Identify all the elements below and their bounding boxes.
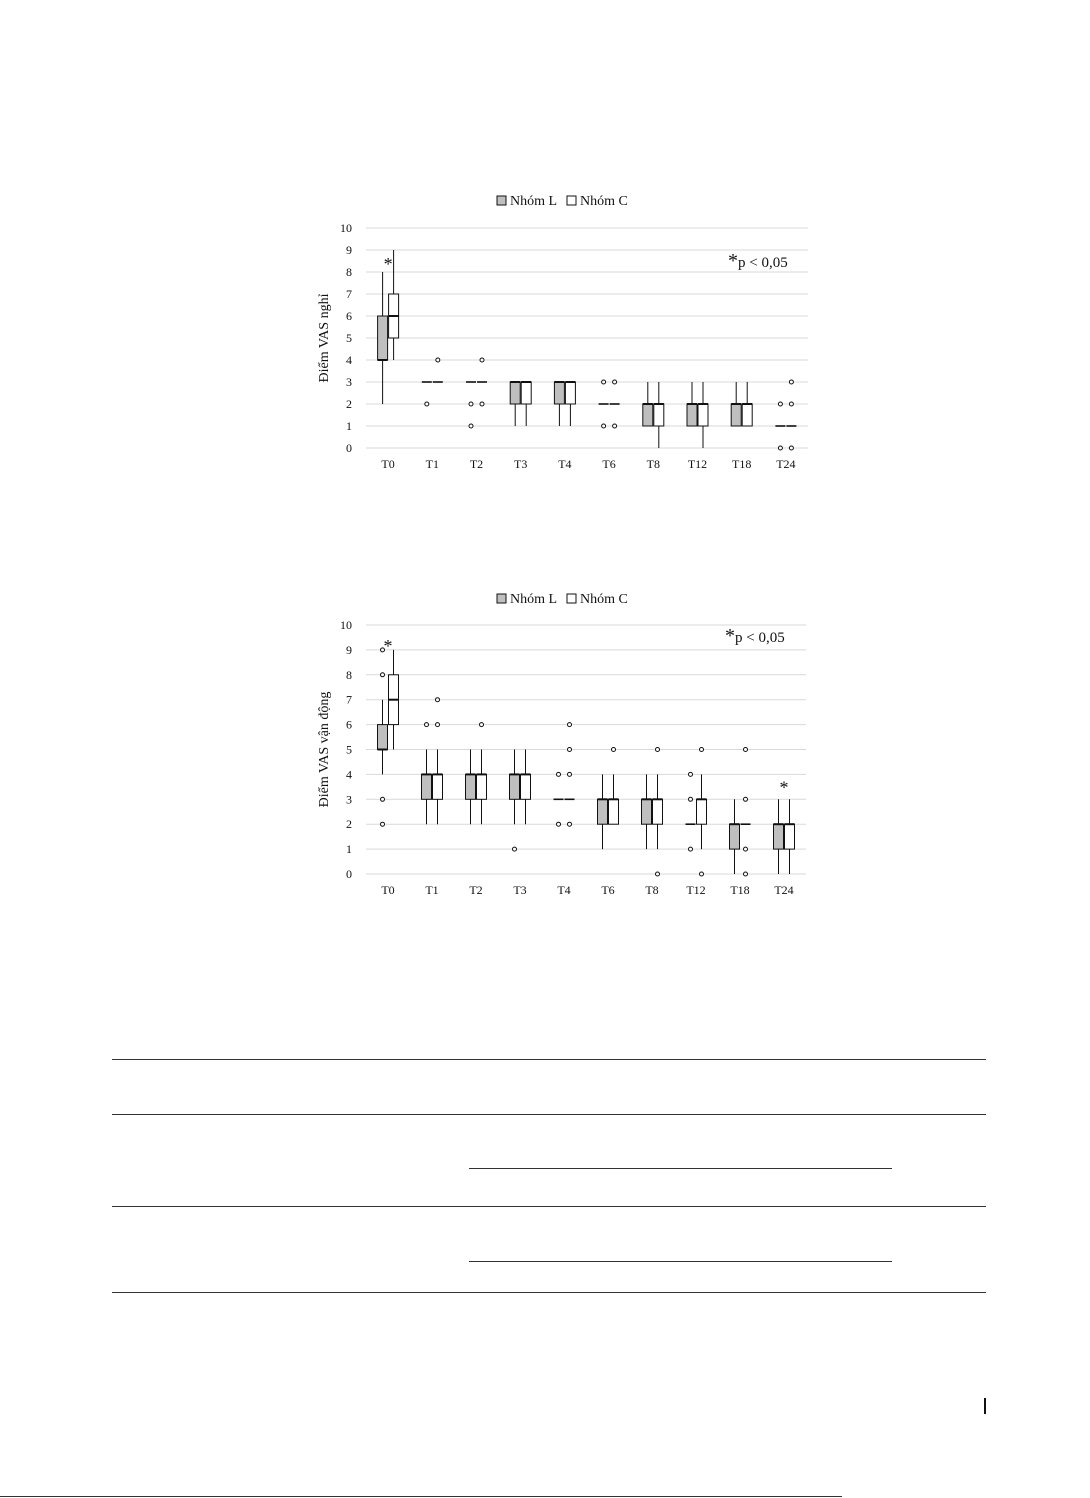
legend-label: Nhóm C <box>580 194 628 209</box>
outlier-point <box>689 847 693 851</box>
significance-star: * <box>725 625 735 647</box>
box <box>510 382 520 404</box>
outlier-point <box>557 772 561 776</box>
box <box>785 824 795 849</box>
box <box>609 799 619 824</box>
table-bottom-rule <box>112 1292 986 1293</box>
outlier-point <box>789 446 793 450</box>
legend-label: Nhóm L <box>510 194 558 209</box>
y-tick-label: 6 <box>346 309 352 323</box>
legend-label: Nhóm C <box>580 592 628 607</box>
box <box>642 799 652 824</box>
box <box>742 404 752 426</box>
page-edge-mark <box>984 1398 986 1414</box>
outlier-point <box>381 822 385 826</box>
x-tick-label: T3 <box>513 883 527 897</box>
outlier-point <box>557 822 561 826</box>
significance-marker: * <box>383 636 393 656</box>
y-tick-label: 4 <box>346 353 352 367</box>
box <box>521 774 531 799</box>
box <box>730 824 740 849</box>
table-subrule-2 <box>469 1261 892 1262</box>
outlier-point <box>778 402 782 406</box>
footer-rule <box>0 1496 842 1497</box>
outlier-point <box>480 358 484 362</box>
outlier-point <box>568 772 572 776</box>
outlier-point <box>480 402 484 406</box>
outlier-point <box>744 748 748 752</box>
outlier-point <box>700 748 704 752</box>
y-tick-label: 8 <box>346 265 352 279</box>
outlier-point <box>689 797 693 801</box>
table-header-rule <box>112 1114 986 1115</box>
box <box>731 404 741 426</box>
outlier-point <box>469 402 473 406</box>
y-axis-label: Điểm VAS nghỉ <box>317 293 332 383</box>
table-top-rule <box>112 1059 986 1060</box>
y-tick-label: 10 <box>340 618 352 632</box>
outlier-point <box>744 847 748 851</box>
outlier-point <box>425 723 429 727</box>
x-tick-label: T0 <box>381 883 395 897</box>
x-tick-label: T6 <box>601 883 615 897</box>
y-tick-label: 3 <box>346 375 352 389</box>
y-tick-label: 1 <box>346 842 352 857</box>
outlier-point <box>513 847 517 851</box>
x-tick-label: T12 <box>686 883 706 897</box>
x-tick-label: T2 <box>469 883 483 897</box>
outlier-point <box>436 358 440 362</box>
y-tick-label: 2 <box>346 397 352 411</box>
box <box>466 774 476 799</box>
x-tick-label: T1 <box>425 457 439 471</box>
box <box>378 316 388 360</box>
outlier-point <box>613 424 617 428</box>
box <box>654 404 664 426</box>
outlier-point <box>744 797 748 801</box>
y-tick-label: 8 <box>346 667 352 682</box>
outlier-point <box>568 723 572 727</box>
box <box>565 382 575 404</box>
x-tick-label: T2 <box>469 457 484 471</box>
y-tick-label: 0 <box>346 441 352 455</box>
y-tick-label: 9 <box>346 243 352 257</box>
x-tick-label: T18 <box>732 457 752 471</box>
outlier-point <box>480 723 484 727</box>
outlier-point <box>612 748 616 752</box>
outlier-point <box>700 872 704 876</box>
y-tick-label: 7 <box>346 692 352 707</box>
outlier-point <box>778 446 782 450</box>
legend-label: Nhóm L <box>510 592 558 607</box>
y-axis-label: Điểm VAS vận động <box>317 691 332 808</box>
significance-star: * <box>728 250 738 272</box>
x-tick-label: T8 <box>645 883 659 897</box>
y-tick-label: 5 <box>346 742 352 757</box>
x-tick-label: T4 <box>558 457 572 471</box>
x-tick-label: T1 <box>425 883 439 897</box>
y-tick-label: 10 <box>340 221 352 235</box>
x-tick-label: T6 <box>602 457 616 471</box>
significance-marker: * <box>383 254 393 274</box>
outlier-point <box>613 380 617 384</box>
y-tick-label: 5 <box>346 331 352 345</box>
x-tick-label: T3 <box>514 457 528 471</box>
significance-text: p < 0,05 <box>735 630 785 646</box>
outlier-point <box>436 723 440 727</box>
outlier-point <box>656 748 660 752</box>
outlier-point <box>602 424 606 428</box>
y-tick-label: 7 <box>346 287 352 301</box>
legend-swatch <box>497 594 506 603</box>
y-tick-label: 6 <box>346 717 352 732</box>
y-tick-label: 3 <box>346 792 352 807</box>
outlier-point <box>436 698 440 702</box>
x-tick-label: T24 <box>776 457 796 471</box>
box <box>697 799 707 824</box>
vas-rest-boxplot <box>0 180 1090 480</box>
box <box>598 799 608 824</box>
y-tick-label: 2 <box>346 817 352 832</box>
x-tick-label: T8 <box>646 457 660 471</box>
box <box>774 824 784 849</box>
legend-swatch <box>497 196 506 205</box>
outlier-point <box>469 424 473 428</box>
outlier-point <box>568 748 572 752</box>
outlier-point <box>381 673 385 677</box>
significance-note <box>725 625 785 647</box>
box <box>653 799 663 824</box>
outlier-point <box>789 402 793 406</box>
outlier-point <box>425 402 429 406</box>
outlier-point <box>789 380 793 384</box>
y-tick-label: 9 <box>346 642 352 657</box>
box <box>687 404 697 426</box>
y-tick-label: 4 <box>346 767 352 782</box>
outlier-point <box>744 872 748 876</box>
x-tick-label: T18 <box>730 883 750 897</box>
significance-note <box>728 250 788 272</box>
legend-swatch <box>567 594 576 603</box>
box <box>422 774 432 799</box>
table-subrule-1 <box>469 1168 892 1169</box>
table-row-rule <box>112 1206 986 1207</box>
box <box>510 774 520 799</box>
y-tick-label: 0 <box>346 867 352 881</box>
box <box>378 725 388 750</box>
outlier-point <box>381 797 385 801</box>
y-tick-label: 1 <box>346 419 352 433</box>
outlier-point <box>656 872 660 876</box>
significance-text: p < 0,05 <box>738 255 788 271</box>
box <box>698 404 708 426</box>
box <box>554 382 564 404</box>
x-tick-label: T12 <box>687 457 708 471</box>
box <box>433 774 443 799</box>
vas-movement-boxplot <box>0 578 1090 908</box>
box <box>643 404 653 426</box>
x-tick-label: T4 <box>557 883 571 897</box>
x-tick-label: T24 <box>774 883 794 897</box>
outlier-point <box>602 380 606 384</box>
significance-marker: * <box>779 777 789 798</box>
outlier-point <box>689 772 693 776</box>
box <box>521 382 531 404</box>
box <box>477 774 487 799</box>
outlier-point <box>568 822 572 826</box>
legend-swatch <box>567 196 576 205</box>
x-tick-label: T0 <box>381 457 395 471</box>
